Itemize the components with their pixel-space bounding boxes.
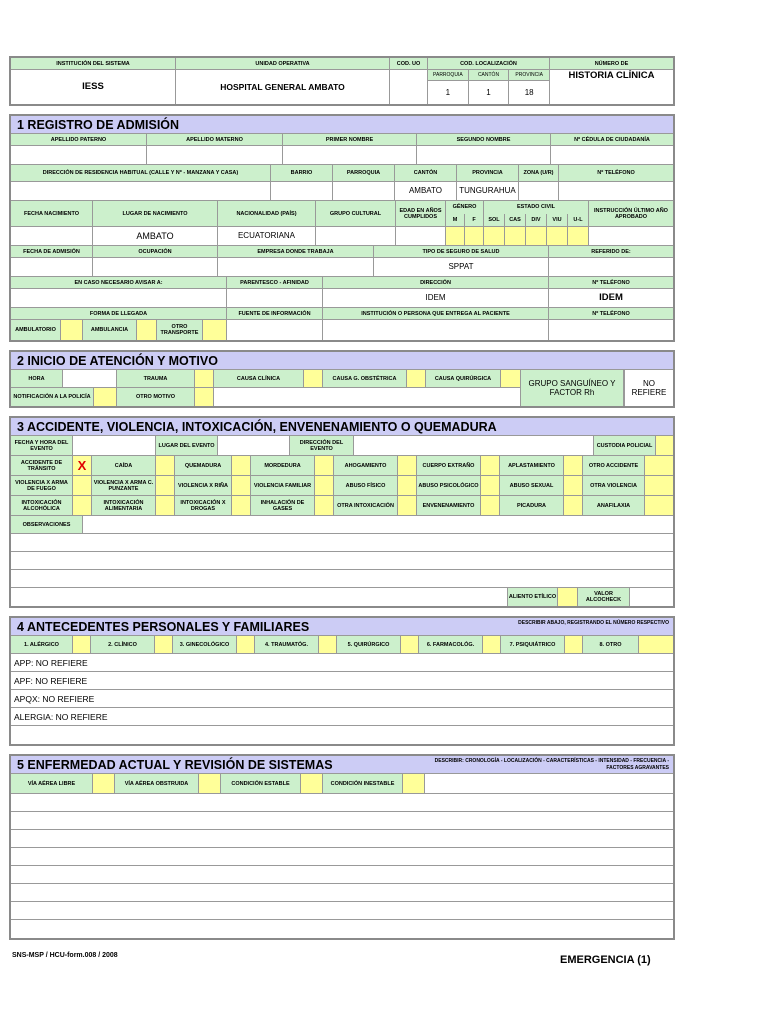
parroquia-value[interactable]: 1 (428, 81, 469, 104)
genero-f-checkbox[interactable] (465, 227, 484, 245)
direccion-evento-field[interactable] (354, 436, 594, 455)
cat-clinico: 2. CLÍNICO (91, 636, 155, 653)
label-cuerpo-extrano: CUERPO EXTRAÑO (417, 456, 481, 475)
label-envenenamiento: ENVENENAMIENTO (417, 496, 481, 515)
ginecologico-checkbox[interactable] (237, 636, 255, 653)
institution-value[interactable]: IESS (11, 70, 176, 104)
ahogamiento-checkbox[interactable] (398, 456, 417, 475)
label-abuso-sexual: ABUSO SEXUAL (500, 476, 564, 495)
label-grupo-sanguineo: GRUPO SANGUÍNEO Y FACTOR Rh (520, 370, 624, 406)
traumatologico-checkbox[interactable] (319, 636, 337, 653)
antecedente-line-blank[interactable] (11, 726, 673, 744)
emergency-form (9, 56, 675, 940)
apellido-paterno-field[interactable] (11, 146, 147, 164)
grupo-sanguineo-field[interactable]: NO REFIERE (624, 370, 673, 406)
cas-checkbox[interactable] (505, 227, 526, 245)
header-label-institution: INSTITUCIÓN DEL SISTEMA (11, 58, 176, 69)
provincia-label: PROVINCIA (509, 70, 549, 80)
label-barrio: BARRIO (271, 165, 333, 181)
label-fuente-informacion: FUENTE DE INFORMACIÓN (227, 308, 323, 319)
genero-block (446, 201, 484, 226)
cuerpo-extrano-checkbox[interactable] (481, 456, 500, 475)
cat-alergico: 1. ALÉRGICO (11, 636, 73, 653)
header-label-numero: NÚMERO DE (550, 58, 673, 69)
segundo-nombre-field[interactable] (417, 146, 551, 164)
causa-clinica-checkbox[interactable] (304, 370, 323, 387)
label-apellido-paterno: APELLIDO PATERNO (11, 134, 147, 145)
label-estado-civil: ESTADO CIVIL (484, 201, 588, 214)
label-direccion: DIRECCIÓN DE RESIDENCIA HABITUAL (CALLE Y Nº - MANZANA Y CASA) (11, 165, 271, 181)
section-5-title-text: 5 ENFERMEDAD ACTUAL Y REVISIÓN DE SISTEMAS (17, 757, 333, 772)
label-valor-alcocheck: VALOR ALCOCHECK (578, 588, 630, 606)
enfermedad-line[interactable] (11, 794, 673, 811)
abuso-psicologico-checkbox[interactable] (481, 476, 500, 495)
antecedente-line-alergia[interactable]: ALERGIA: NO REFIERE (14, 711, 108, 722)
valor-alcocheck-field[interactable] (630, 588, 673, 606)
label-causa-clinica: CAUSA CLÍNICA (214, 370, 304, 387)
observaciones-line[interactable] (11, 588, 508, 606)
ocupacion-field[interactable] (93, 258, 218, 276)
parentesco-field[interactable] (227, 289, 323, 307)
section-5-note: DESCRIBIR: CRONOLOGÍA - LOCALIZACIÓN - CARACTERÍSTICAS - INTENSIDAD - FRECUENCIA - FACTORES AGRAVANTES (434, 758, 669, 771)
label-hora: HORA (11, 370, 63, 387)
label-apellido-materno: APELLIDO MATERNO (147, 134, 283, 145)
label-observaciones: OBSERVACIONES (11, 516, 83, 533)
label-fecha-admision: FECHA DE ADMISIÓN (11, 246, 93, 257)
section-antecedentes (9, 616, 675, 746)
label-picadura: PICADURA (500, 496, 564, 515)
provincia-field[interactable]: TUNGURAHUA (457, 182, 519, 200)
section-5-title (11, 756, 673, 774)
label-causa-obstetrica: CAUSA G. OBSTÉTRICA (323, 370, 407, 387)
label-cedula: Nº CÉDULA DE CIUDADANÍA (551, 134, 673, 145)
label-violencia-arma-punzante: VIOLENCIA X ARMA C. PUNZANTE (92, 476, 156, 495)
instruccion-field[interactable] (589, 227, 673, 245)
canton-field[interactable]: AMBATO (395, 182, 457, 200)
provincia-value[interactable]: 18 (524, 87, 534, 97)
referido-field[interactable] (549, 258, 673, 276)
label-edad: EDAD EN AÑOS CUMPLIDOS (396, 201, 446, 226)
observaciones-line[interactable] (11, 552, 673, 569)
abuso-sexual-checkbox[interactable] (564, 476, 583, 495)
label-via-aerea-libre: VÍA AÉREA LIBRE (11, 774, 93, 793)
via-aerea-obstruida-checkbox[interactable] (199, 774, 221, 793)
label-avisar-a: EN CASO NECESARIO AVISAR A: (11, 277, 227, 288)
genero-m-checkbox[interactable] (446, 227, 465, 245)
header-label-cod-uo: COD. UO (390, 58, 428, 69)
label-parentesco: PARENTESCO - AFINIDAD (227, 277, 323, 288)
label-tipo-seguro: TIPO DE SEGURO DE SALUD (374, 246, 549, 257)
section-2-title: 2 INICIO DE ATENCIÓN Y MOTIVO (11, 352, 673, 370)
violencia-rina-checkbox[interactable] (232, 476, 251, 495)
clinico-checkbox[interactable] (155, 636, 173, 653)
localizacion-block (428, 70, 550, 104)
otro-accidente-checkbox[interactable] (645, 456, 673, 475)
label-fecha-hora-evento: FECHA Y HORA DEL EVENTO (11, 436, 73, 455)
label-primer-nombre: PRIMER NOMBRE (283, 134, 417, 145)
label-fecha-nacimiento: FECHA NACIMIENTO (11, 201, 93, 226)
label-violencia-rina: VIOLENCIA X RIÑA (175, 476, 232, 495)
otro-motivo-checkbox[interactable] (195, 388, 214, 406)
section-registro-admision (9, 114, 675, 342)
quirurgico-checkbox[interactable] (401, 636, 419, 653)
observaciones-line[interactable] (11, 570, 673, 587)
cat-traumatologico: 4. TRAUMATÓG. (255, 636, 319, 653)
label-referido: REFERIDO DE: (549, 246, 673, 257)
label-lugar-evento: LUGAR DEL EVENTO (156, 436, 218, 455)
header-section (9, 56, 675, 106)
antecedente-line-app[interactable]: APP: NO REFIERE (14, 657, 88, 668)
label-forma-llegada: FORMA DE LLEGADA (11, 308, 227, 319)
label-empresa: EMPRESA DONDE TRABAJA (218, 246, 374, 257)
label-ambulancia: AMBULANCIA (83, 320, 137, 340)
ul-checkbox[interactable] (568, 227, 589, 245)
section-4-title (11, 618, 673, 636)
otro-checkbox[interactable] (639, 636, 673, 653)
label-f: F (465, 214, 483, 227)
direccion-contacto-field[interactable]: IDEM (323, 289, 549, 307)
observaciones-line[interactable] (11, 534, 673, 551)
anafilaxia-checkbox[interactable] (645, 496, 673, 515)
antecedente-line-apqx[interactable]: APQX: NO REFIERE (14, 693, 95, 704)
label-accidente-transito: ACCIDENTE DE TRÁNSITO (11, 456, 73, 475)
label-violencia-familiar: VIOLENCIA FAMILIAR (251, 476, 315, 495)
cat-psiquiatrico: 7. PSIQUIÁTRICO (501, 636, 565, 653)
canton-label: CANTÓN (469, 70, 510, 80)
label-aplastamiento: APLASTAMIENTO (500, 456, 564, 475)
label-segundo-nombre: SEGUNDO NOMBRE (417, 134, 551, 145)
section-4-title-text: 4 ANTECEDENTES PERSONALES Y FAMILIARES (17, 619, 310, 634)
lugar-nacimiento-field[interactable]: AMBATO (93, 227, 218, 245)
label-sol: SOL (484, 214, 505, 227)
intoxicacion-alcoholica-checkbox[interactable] (73, 496, 92, 515)
institucion-entrega-field[interactable] (323, 320, 549, 340)
label-telefono-entrega: Nº TELÉFONO (549, 308, 673, 319)
quemadura-checkbox[interactable] (232, 456, 251, 475)
cat-ginecologico: 3. GINECOLÓGICO (173, 636, 237, 653)
label-condicion-inestable: CONDICIÓN INESTABLE (323, 774, 403, 793)
label-trauma: TRAUMA (117, 370, 195, 387)
label-telefono-contacto: Nº TELÉFONO (549, 277, 673, 288)
label-quemadura: QUEMADURA (175, 456, 232, 475)
label-m: M (446, 214, 465, 227)
enfermedad-field[interactable] (425, 774, 673, 793)
envenenamiento-checkbox[interactable] (481, 496, 500, 515)
enfermedad-line[interactable] (11, 884, 673, 901)
grupo-cultural-field[interactable] (316, 227, 396, 245)
enfermedad-line[interactable] (11, 830, 673, 847)
enfermedad-line[interactable] (11, 866, 673, 883)
causa-obstetrica-checkbox[interactable] (407, 370, 426, 387)
section-1-title: 1 REGISTRO DE ADMISIÓN (11, 116, 673, 134)
via-aerea-libre-checkbox[interactable] (93, 774, 115, 793)
edad-field[interactable] (396, 227, 446, 245)
caida-checkbox[interactable] (156, 456, 175, 475)
section-3-title: 3 ACCIDENTE, VIOLENCIA, INTOXICACIÓN, ENVENENAMIENTO O QUEMADURA (11, 418, 673, 436)
label-intoxicacion-alimentaria: INTOXICACIÓN ALIMENTARIA (92, 496, 156, 515)
observaciones-field[interactable] (83, 516, 673, 533)
picadura-checkbox[interactable] (564, 496, 583, 515)
telefono-contacto-field[interactable]: IDEM (599, 292, 623, 303)
intoxicacion-drogas-checkbox[interactable] (232, 496, 251, 515)
label-lugar-nacimiento: LUGAR DE NACIMIENTO (93, 201, 218, 226)
unit-value[interactable]: HOSPITAL GENERAL AMBATO (176, 70, 390, 104)
label-institucion-entrega: INSTITUCIÓN O PERSONA QUE ENTREGA AL PACIENTE (323, 308, 549, 319)
viu-checkbox[interactable] (547, 227, 568, 245)
abuso-fisico-checkbox[interactable] (398, 476, 417, 495)
violencia-arma-fuego-checkbox[interactable] (73, 476, 92, 495)
label-direccion-contacto: DIRECCIÓN (323, 277, 549, 288)
accidente-transito-checkbox[interactable]: X (73, 456, 92, 475)
fuente-informacion-field[interactable] (227, 320, 323, 340)
label-aliento-etilico: ALIENTO ETÍLICO (508, 588, 558, 606)
intoxicacion-alimentaria-checkbox[interactable] (156, 496, 175, 515)
label-violencia-arma-fuego: VIOLENCIA X ARMA DE FUEGO (11, 476, 73, 495)
label-otra-violencia: OTRA VIOLENCIA (583, 476, 645, 495)
cat-otro: 8. OTRO (583, 636, 639, 653)
telefono-entrega-field[interactable] (549, 320, 673, 340)
label-ocupacion: OCUPACIÓN (93, 246, 218, 257)
label-otro-transporte: OTRO TRANSPORTE (157, 320, 203, 340)
label-otro-accidente: OTRO ACCIDENTE (583, 456, 645, 475)
enfermedad-line[interactable] (11, 848, 673, 865)
label-condicion-estable: CONDICIÓN ESTABLE (221, 774, 301, 793)
mordedura-checkbox[interactable] (315, 456, 334, 475)
cedula-field[interactable] (551, 146, 673, 164)
apellido-materno-field[interactable] (147, 146, 283, 164)
violencia-familiar-checkbox[interactable] (315, 476, 334, 495)
label-genero: GÉNERO (446, 201, 483, 214)
label-otro-motivo: OTRO MOTIVO (117, 388, 195, 406)
label-canton: CANTÓN (395, 165, 457, 181)
label-cas: CAS (505, 214, 526, 227)
label-intoxicacion-alcoholica: INTOXICACIÓN ALCOHÓLICA (11, 496, 73, 515)
cat-farmacologico: 6. FARMACOLÓG. (419, 636, 483, 653)
trauma-checkbox[interactable] (195, 370, 214, 387)
label-div: DIV (526, 214, 547, 227)
primer-nombre-field[interactable] (283, 146, 417, 164)
label-notificacion-policia: NOTIFICACIÓN A LA POLICÍA (11, 388, 94, 406)
label-direccion-evento: DIRECCIÓN DEL EVENTO (290, 436, 354, 455)
otra-violencia-checkbox[interactable] (645, 476, 673, 495)
label-zona: ZONA (U/R) (519, 165, 559, 181)
nacionalidad-field[interactable]: ECUATORIANA (218, 227, 316, 245)
otra-intoxicacion-checkbox[interactable] (398, 496, 417, 515)
causa-quirurgica-checkbox[interactable] (501, 370, 520, 387)
label-ambulatorio: AMBULATORIO (11, 320, 61, 340)
historia-clinica-value[interactable]: HISTORIA CLÍNICA (568, 70, 655, 81)
condicion-estable-checkbox[interactable] (301, 774, 323, 793)
label-ahogamiento: AHOGAMIENTO (334, 456, 398, 475)
section-accidente (9, 416, 675, 608)
empresa-field[interactable] (218, 258, 374, 276)
label-viu: VIU (547, 214, 568, 227)
label-causa-quirurgica: CAUSA QUIRÚRGICA (426, 370, 501, 387)
label-custodia-policial: CUSTODIA POLICIAL (594, 436, 656, 455)
custodia-policial-checkbox[interactable] (656, 436, 673, 455)
label-ul: U-L (568, 214, 588, 227)
fecha-hora-evento-field[interactable] (73, 436, 156, 455)
form-footer-title: EMERGENCIA (1) (560, 954, 651, 966)
enfermedad-line[interactable] (11, 920, 673, 938)
label-provincia: PROVINCIA (457, 165, 519, 181)
label-abuso-psicologico: ABUSO PSICOLÓGICO (417, 476, 481, 495)
zona-field[interactable] (519, 182, 559, 200)
antecedente-line-apf[interactable]: APF: NO REFIERE (14, 675, 88, 686)
parroquia-field[interactable] (333, 182, 395, 200)
label-caida: CAÍDA (92, 456, 156, 475)
ambulancia-checkbox[interactable] (137, 320, 157, 340)
otro-transporte-checkbox[interactable] (203, 320, 227, 340)
telefono-field[interactable] (559, 182, 673, 200)
psiquiatrico-checkbox[interactable] (565, 636, 583, 653)
hora-field[interactable] (63, 370, 117, 387)
inhalacion-gases-checkbox[interactable] (315, 496, 334, 515)
label-anafilaxia: ANAFILAXIA (583, 496, 645, 515)
sol-checkbox[interactable] (484, 227, 505, 245)
form-code: SNS-MSP / HCU-form.008 / 2008 (12, 952, 118, 959)
enfermedad-line[interactable] (11, 812, 673, 829)
canton-value[interactable]: 1 (469, 81, 510, 104)
header-label-localizacion: COD. LOCALIZACIÓN (428, 58, 550, 69)
section-4-note: DESCRIBIR ABAJO, REGISTRANDO EL NÚMERO RESPECTIVO (518, 620, 669, 626)
label-mordedura: MORDEDURA (251, 456, 315, 475)
label-nacionalidad: NACIONALIDAD (PAÍS) (218, 201, 316, 226)
cat-quirurgico: 5. QUIRÚRGICO (337, 636, 401, 653)
tipo-seguro-field[interactable]: SPPAT (374, 258, 549, 276)
lugar-evento-field[interactable] (218, 436, 290, 455)
violencia-arma-punzante-checkbox[interactable] (156, 476, 175, 495)
label-instruccion: INSTRUCCIÓN ÚLTIMO AÑO APROBADO (589, 201, 673, 226)
barrio-field[interactable] (271, 182, 333, 200)
ambulatorio-checkbox[interactable] (61, 320, 83, 340)
section-inicio-atencion (9, 350, 675, 408)
alergico-checkbox[interactable] (73, 636, 91, 653)
label-otra-intoxicacion: OTRA INTOXICACIÓN (334, 496, 398, 515)
fecha-admision-field[interactable] (11, 258, 93, 276)
label-grupo-cultural: GRUPO CULTURAL (316, 201, 396, 226)
section-enfermedad-actual (9, 754, 675, 940)
farmacologico-checkbox[interactable] (483, 636, 501, 653)
parroquia-label: PARROQUIA (428, 70, 469, 80)
enfermedad-line[interactable] (11, 902, 673, 919)
notificacion-policia-checkbox[interactable] (94, 388, 117, 406)
label-inhalacion-gases: INHALACIÓN DE GASES (251, 496, 315, 515)
label-telefono: Nº TELÉFONO (559, 165, 673, 181)
otro-motivo-field[interactable] (214, 388, 520, 406)
aplastamiento-checkbox[interactable] (564, 456, 583, 475)
aliento-etilico-checkbox[interactable] (558, 588, 578, 606)
condicion-inestable-checkbox[interactable] (403, 774, 425, 793)
label-abuso-fisico: ABUSO FÍSICO (334, 476, 398, 495)
label-via-aerea-obstruida: VÍA AÉREA OBSTRUIDA (115, 774, 199, 793)
cod-uo-field[interactable] (390, 70, 428, 104)
header-label-unit: UNIDAD OPERATIVA (176, 58, 390, 69)
label-parroquia: PARROQUIA (333, 165, 395, 181)
label-intoxicacion-drogas: INTOXICACIÓN X DROGAS (175, 496, 232, 515)
estado-civil-block (484, 201, 589, 226)
direccion-field[interactable] (11, 182, 271, 200)
div-checkbox[interactable] (526, 227, 547, 245)
avisar-a-field[interactable] (11, 289, 227, 307)
fecha-nacimiento-field[interactable] (11, 227, 93, 245)
